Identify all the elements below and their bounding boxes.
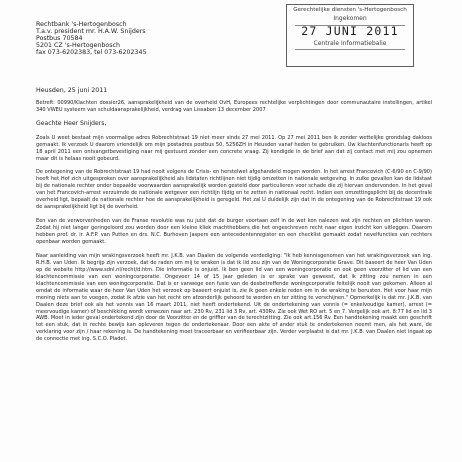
letter-subject: Betreft: 00990/Klachten dossier26, aansprakelijkheid van de overheid OvH, Europees rechtelijke verplichtingen door communautaire instellingen, artikel 340 VWEU systeem van schuldaansprakelijkheid, verdrag van Lissabon 13 december 2007 (36, 100, 432, 113)
stamp-received-label: Ingekomen (333, 15, 367, 22)
addressee-block (36, 21, 147, 56)
addressee-line: T.a.v. president mr. H.A.W. Snijders (36, 28, 146, 36)
stamp-desk-label: Centrale Informatiebalie (313, 40, 387, 47)
letter-body (36, 100, 432, 350)
letter-date: Heusden, 25 juni 2011 (36, 87, 108, 94)
stamp-rule-bottom (295, 49, 405, 50)
addressee-line: fax 073-6202383, tel 073-6202345 (36, 49, 147, 57)
stamp-rule-top (295, 25, 405, 26)
addressee-line: Rechtbank 's-Hertogenbosch (36, 21, 127, 28)
addressee-line: Postbus 70584 (36, 35, 83, 43)
addressee-line: 5201 CZ 's-Hertogenbosch (36, 42, 120, 50)
stamp-institution: Gerechtelijke diensten 's-Hertogenbosch (293, 7, 407, 13)
letter-paragraph: Een van de verworvenheden van de Franse revolutie was nu juist dat de burger voortaan zelf in de wet kon nalezen wat zijn rechten en plichten waren. Zodat hij niet langer geringeloord zou worden door een kleine kliek machthebbers die het ongeschreven recht naar eigen inzicht kon uitleggen. Daarom hebben prof. dr. ir. A.F.P. van Putten en drs. N.C. Burhoven Jaspers een antecedentenregister en een checklist gemaakt zodat nevelfuncties van rechters openbaar worden gemaakt. (36, 218, 432, 245)
letter-paragraph: De ontegening van de Robrechtstraat 19 had nooit volgens de Crisis- en herstelwet afgehandeld mogen worden. In het arrest Francovich (C-6/90 en C-9/90) heeft het Hof zich uitgesproken over aansprakelijkheid als lidstaten richtlijnen niet tijdig omzetten in nationale wetgeving. In zulke gevallen kan de lidstaat bij de nationale rechter onder bepaalde voorwaarden aansprakelijk worden gesteld door particulieren voor schade die zij hiervan ondervonden. In het geval van het Francovich-arrest verzuimde de nationale wetgever een richtlijn tijdig en te zetten in nationaal recht. Indien een omzettingsplicht bij de decentrale overheid ligt, bepaalt de nationale rechter hoe de aansprakelijkheid is geregeld. Het zal U duidelijk zijn dat in de ontegening van de Robrechtstraat 19 ook de aansprakelijkheid ligt bij de overheid. (36, 169, 432, 211)
letter-paragraph: Zoals U weet bestaat mijn voormalige adres Robrechtstraat 19 niet meer sinds 27 mei 2011. Op 27 mei 2011 ben ik zonder wettelijke grondslag dakloos gemaakt. Ik verzoek U daarom vriendelijk om mijn postadres postbus 50, 5256ZH in Heusden vanaf heden te gebruiken. Uw klachtenfunctionaris heeft op 18 april 2011 een ontvangstbevestiging naar mij gestuurd zonder een concrete vraag. Zij kondigde in de brief aan dat zij contact met mij zou opnemen maar dit is helaas nooit gebeurd. (36, 134, 432, 162)
letter-paragraph: Naar aanleiding van mijn wrakingsverzoek heeft mr. J.K.B. van Daalen de volgende verdediging: "Ik heb kennisgenomen van het wrakingsverzoek van ing. R.H.B. van Uden. Ik begrijp zijn verzoek, dat de raden om mij te wraken is dat ik lid zou zijn van de Woningcorporatie Grave. Dit baseert de heer Van Uden op de website http://www.sdnl.nl/recht/d.htm. Die informatie is onjuist. Ik ben geen lid van een woningcorporatie en ook geen voorzitter of lid van een klachtencommissie van een woningcorporatie. Ongeveer 14 of 15 jaar geleden is er sprake van geweest, dat ik zitting zou nemen in een klachtencommissie van een woningcorporatie. Dat is er vanwege een fusie van de desbetreffende woningcorporatie feitelijk nooit van gekomen. Alleen al omdat de informatie waar de heer Van Uden het verzoek op baseert onjuist is, zie ik geen enkele reden om in de wraking te berusten. Het voor haar mijn mening niets aan te voegen, zodat ik afzie van het recht om afzonderlijk gehoord te worden en ter zitting te verschijnen." Opmerkelijk is dat mr. J.K.B. van Daalen deze brief ook als het vonnis van 16 maart 2011, niet heeft ondertekend. Uit de ondertekening van vonnis (= enkelvoudige kamer), arrest (= meervoudige kamer) of beschikking wordt verwezen naar art. 230 Rv, 231 lid 3 Rv, art. 430Rv. Zie ook Wet RO art. 5 en 7. Vergelijk ook art. 8:77 lid en lid 3 AWB. Moet in ieder geval ondertekend zijn door de Voorzitter en de griffier van de terechtzitting. Zie ook art.156 Rv. Een handtekening maakt een geschrift tot een stuk, dat in rechte bewijs kan opleveren tegen de ondertekenaar. Door een akte of ander stuk te ondertekenen neemt men, als het ware, de verklaring voor zijn / haar rekening is. De handtekening moet traceerbaar en verifieerbaar zijn. Verder verplaatst is dat mr. J.K.B. van Daalen niet ingaat op de connectie met ing. S.C.O. Pladet. (36, 252, 432, 343)
letter-salutation: Geachte Heer Snijders, (36, 119, 107, 127)
received-stamp (286, 4, 414, 67)
stamp-date: 27 JUNI 2011 (301, 24, 399, 38)
